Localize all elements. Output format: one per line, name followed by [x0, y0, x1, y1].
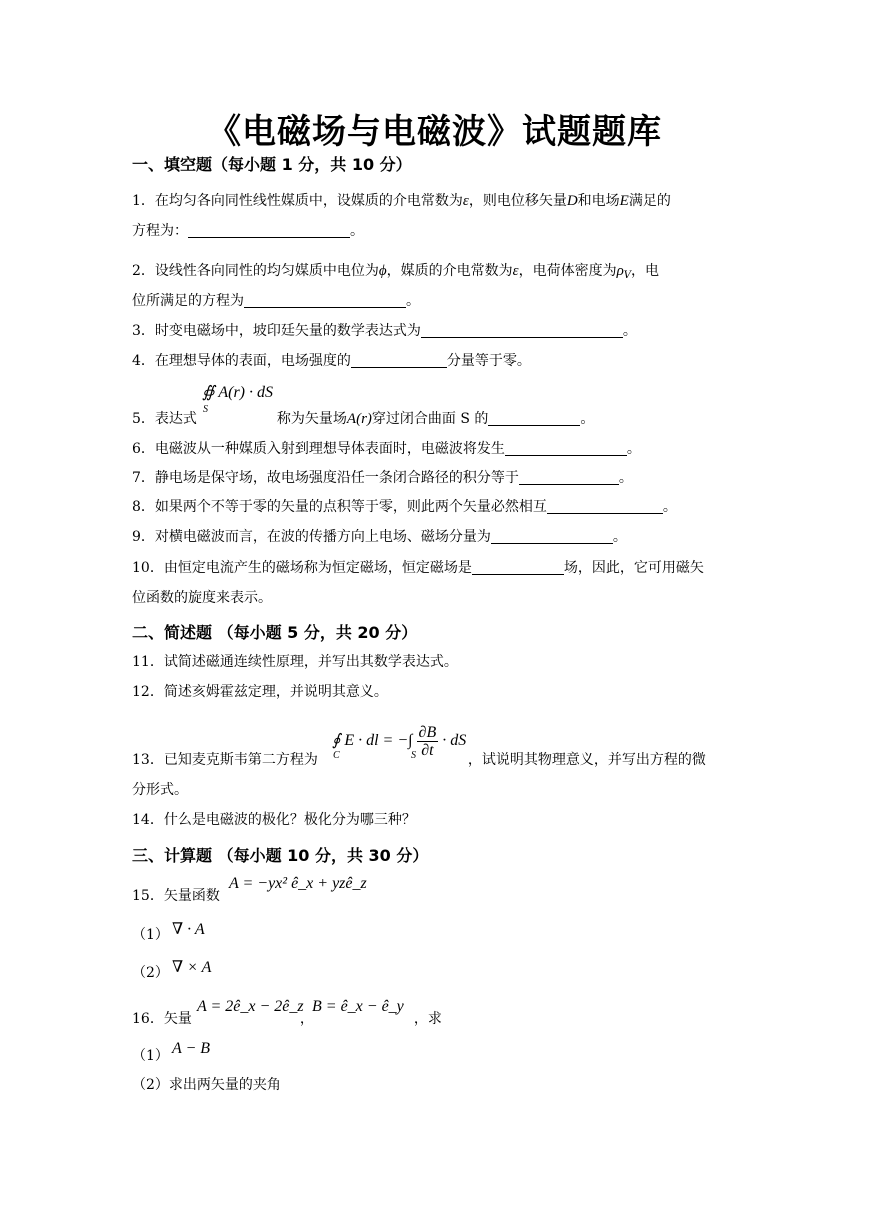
question-2-line-1: 2．设线性各向同性的均匀媒质中电位为ϕ，媒质的介电常数为ε，电荷体密度为$\rho_V$，电 [132, 263, 660, 281]
vector-e-symbol: E [619, 193, 629, 209]
divergence-a: ∇ · A [172, 921, 205, 938]
maxwell-equation: ∮ E · dl = −∫ $\frac{\partial B}{\partial t}$ · dS [332, 724, 467, 759]
question-1-line-1: 1．在均匀各向同性线性媒质中，设媒质的介电常数为ε，则电位移矢量D和电场E满足的 [132, 193, 671, 209]
question-15-part-1: （1） [132, 927, 169, 943]
answer-blank-4[interactable] [351, 353, 447, 368]
question-13-line-1: 13．已知麦克斯韦第二方程为 ，试说明其物理意义，并写出方程的微 [132, 752, 706, 768]
surface-integral-subscript: S [203, 404, 208, 415]
answer-blank-3[interactable] [421, 323, 623, 338]
question-4: 4．在理想导体的表面，电场强度的 分量等于零。 [132, 353, 531, 369]
question-16: 16．矢量 ， ，求 [132, 1011, 442, 1027]
answer-blank-10[interactable] [472, 560, 564, 575]
question-5: 5．表达式 称为矢量场A(r)穿过闭合曲面 S 的 。 [132, 411, 595, 427]
a-minus-b: A − B [172, 1040, 211, 1057]
answer-blank-7[interactable] [519, 470, 619, 485]
question-8: 8．如果两个不等于零的矢量的点积等于零，则此两个矢量必然相互 。 [132, 499, 677, 515]
answer-blank-9[interactable] [491, 529, 613, 544]
question-1-line-2: 方程为： 。 [132, 223, 364, 239]
vector-a-16: A = 2ê_x − 2ê_z [197, 998, 304, 1015]
question-11: 11．试简述磁通连续性原理，并写出其数学表达式。 [132, 654, 458, 670]
maxwell-fraction: $\frac{\partial B}{\partial t}$ [418, 724, 437, 759]
question-10-line-2: 位函数的旋度来表示。 [132, 590, 272, 606]
question-12: 12．简述亥姆霍兹定理，并说明其意义。 [132, 684, 388, 700]
answer-blank-2[interactable] [244, 293, 406, 308]
section-calculation: 三、计算题 （每小题 10 分，共 30 分） [132, 846, 429, 865]
section-short-answer: 二、简述题 （每小题 5 分，共 20 分） [132, 623, 418, 642]
maxwell-subscript-c: C [333, 750, 340, 761]
vector-b-16: B = ê_x − ê_y [312, 998, 404, 1015]
phi-symbol: ϕ [378, 263, 387, 279]
answer-blank-6[interactable] [505, 441, 627, 456]
question-2-line-2: 位所满足的方程为 。 [132, 293, 420, 309]
question-16-part-1: （1） [132, 1048, 169, 1064]
section-fill-in: 一、填空题（每小题 1 分，共 10 分） [132, 155, 412, 174]
maxwell-subscript-s: S [411, 750, 416, 761]
answer-blank-1[interactable] [188, 223, 350, 238]
question-16-part-2: （2）求出两矢量的夹角 [132, 1077, 281, 1093]
answer-blank-5[interactable] [488, 411, 580, 426]
surface-integral-formula: ∯ A(r) · dS [202, 384, 273, 401]
question-14: 14．什么是电磁波的极化？极化分为哪三种？ [132, 812, 416, 828]
question-3: 3．时变电磁场中，坡印廷矢量的数学表达式为 。 [132, 323, 637, 339]
question-13-line-2: 分形式。 [132, 782, 188, 798]
question-15-part-2: （2） [132, 965, 169, 981]
vector-d-symbol: D [566, 193, 578, 209]
question-7: 7．静电场是保守场，故电场强度沿任一条闭合路径的积分等于 。 [132, 470, 633, 486]
page-title: 《电磁场与电磁波》试题题库 [207, 112, 662, 152]
vector-field-a: A(r) [346, 411, 372, 427]
question-15: 15．矢量函数 [132, 888, 220, 904]
question-9: 9．对横电磁波而言，在波的传播方向上电场、磁场分量为 。 [132, 529, 627, 545]
epsilon-symbol: ε [462, 193, 469, 209]
question-6: 6．电磁波从一种媒质入射到理想导体表面时，电磁波将发生 。 [132, 441, 641, 457]
epsilon-symbol: ε [512, 263, 519, 279]
rho-symbol: ρ [616, 263, 624, 279]
vector-function-a-15: A = −yx² ê_x + yzê_z [229, 875, 367, 892]
curl-a: ∇ × A [172, 959, 212, 976]
question-10-line-1: 10．由恒定电流产生的磁场称为恒定磁场，恒定磁场是 场，因此，它可用磁矢 [132, 560, 704, 576]
answer-blank-8[interactable] [547, 499, 663, 514]
